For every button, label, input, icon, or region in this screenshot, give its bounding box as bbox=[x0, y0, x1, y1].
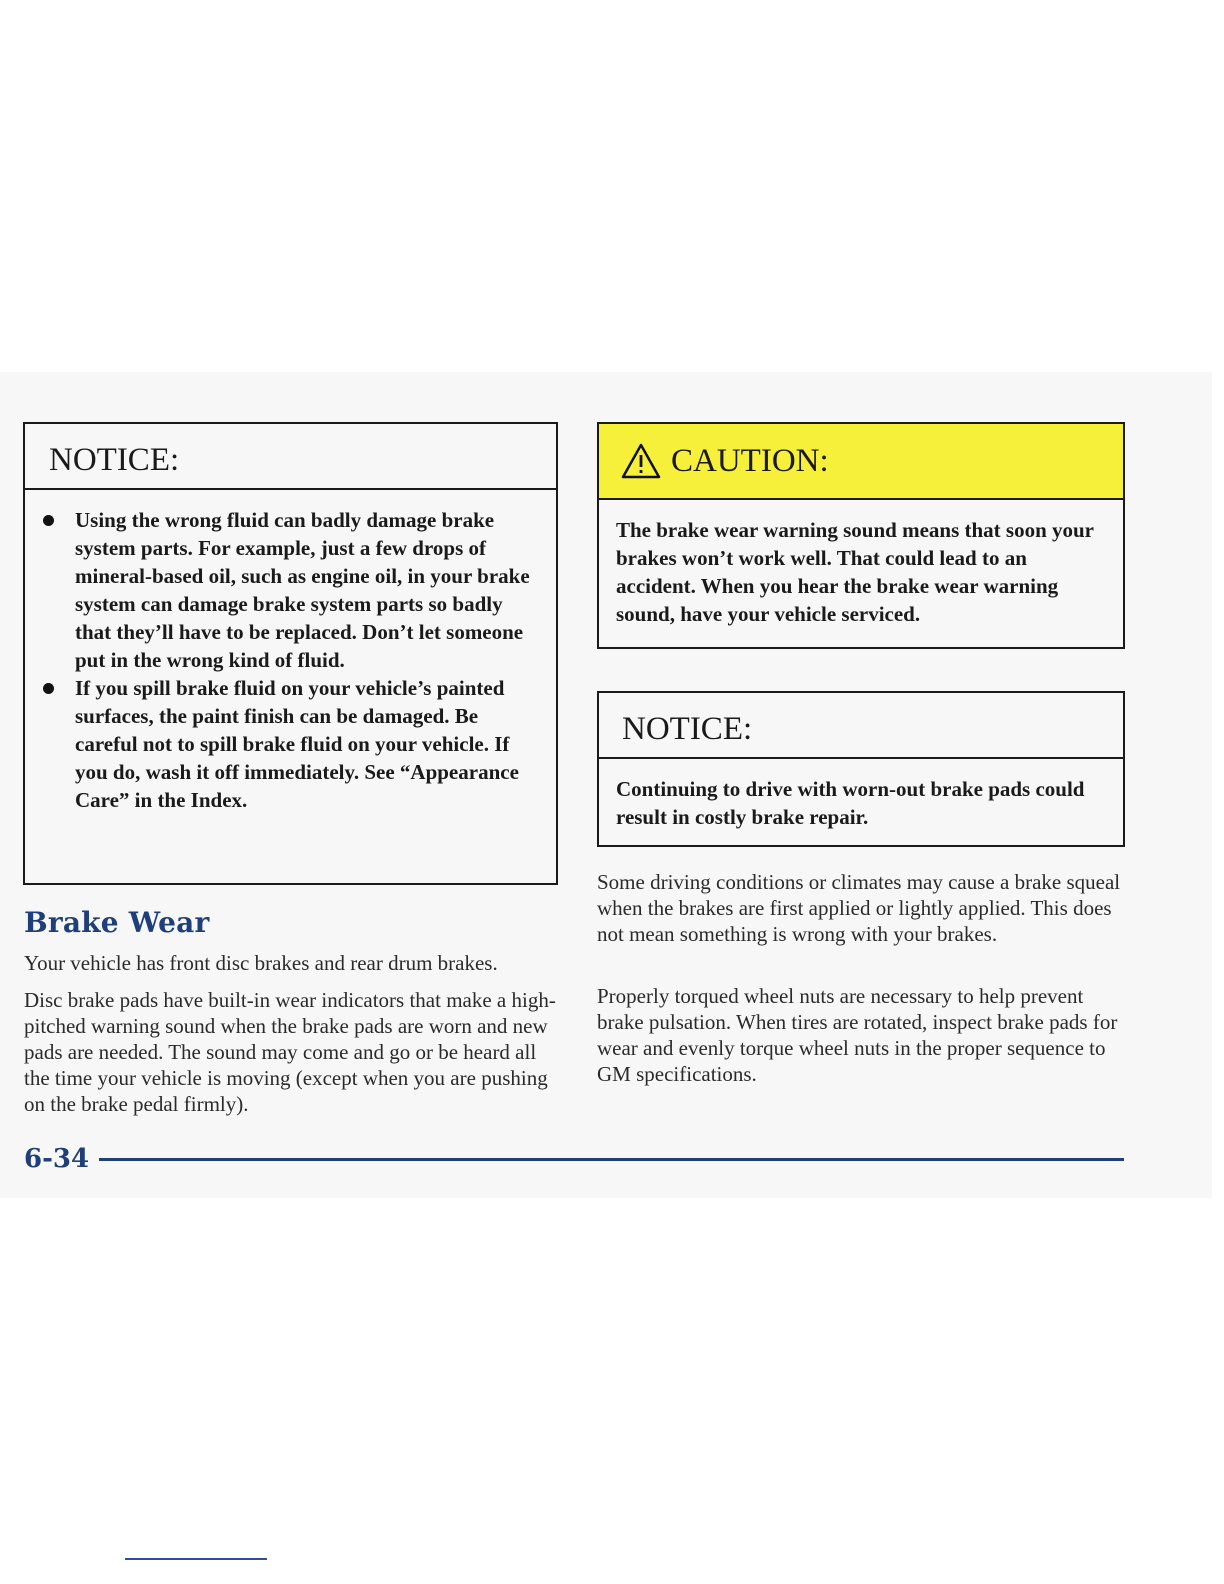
page-number: 6-34 bbox=[24, 1144, 90, 1174]
body-paragraph: Properly torqued wheel nuts are necessary to help prevent brake pulsation. When tires are rotated, inspect brake pads for wear and evenly torque wheel nuts in the proper sequence to GM specifications. bbox=[597, 984, 1118, 1086]
bottom-divider bbox=[125, 1558, 267, 1560]
bullet-dot-icon bbox=[43, 683, 54, 694]
caution-body: The brake wear warning sound means that soon your brakes won’t work well. That could lead to an accident. When you hear the brake wear warning sound, have your vehicle serviced. bbox=[616, 518, 1094, 626]
notice-bullet-text: Using the wrong fluid can badly damage brake system parts. For example, just a few drops of mineral-based oil, such as engine oil, in your brake system can damage brake system parts so badly that they’ll have to be replaced. Don’t let someone put in the wrong kind of fluid. bbox=[75, 508, 530, 672]
notice-body: Continuing to drive with worn-out brake pads could result in costly brake repair. bbox=[616, 777, 1085, 829]
notice-bullet-item bbox=[40, 506, 538, 674]
section-title: Brake Wear bbox=[24, 906, 210, 939]
body-paragraph: Your vehicle has front disc brakes and rear drum brakes. bbox=[24, 951, 498, 975]
caution-header bbox=[599, 424, 1123, 500]
page-footer bbox=[24, 1144, 1124, 1174]
body-paragraph: Some driving conditions or climates may cause a brake squeal when the brakes are first applied or lightly applied. This does not mean something is wrong with your brakes. bbox=[597, 870, 1121, 946]
caution-title: CAUTION: bbox=[671, 442, 829, 479]
body-paragraph: Disc brake pads have built-in wear indicators that make a high-pitched warning sound when the brake pads are worn and new pads are needed. The sound may come and go or be heard all the time your vehicle is moving (except when you are pushing on the brake pedal firmly). bbox=[24, 988, 556, 1116]
notice-body bbox=[25, 490, 556, 814]
notice-title: NOTICE: bbox=[25, 424, 556, 490]
notice-bullet-list bbox=[40, 506, 538, 814]
notice-title: NOTICE: bbox=[599, 693, 1123, 759]
footer-rule bbox=[99, 1158, 1124, 1161]
caution-box bbox=[597, 422, 1125, 649]
notice-box-brake-pads bbox=[597, 691, 1125, 847]
notice-bullet-text: If you spill brake fluid on your vehicle’s painted surfaces, the paint finish can be damaged. Be careful not to spill brake fluid on your vehicle. If you do, wash it off immediately. See “Appearance Care” in the Index. bbox=[75, 676, 519, 812]
bullet-dot-icon bbox=[43, 515, 54, 526]
notice-box-fluid bbox=[23, 422, 558, 885]
warning-triangle-icon bbox=[621, 443, 661, 479]
notice-bullet-item bbox=[40, 674, 538, 814]
